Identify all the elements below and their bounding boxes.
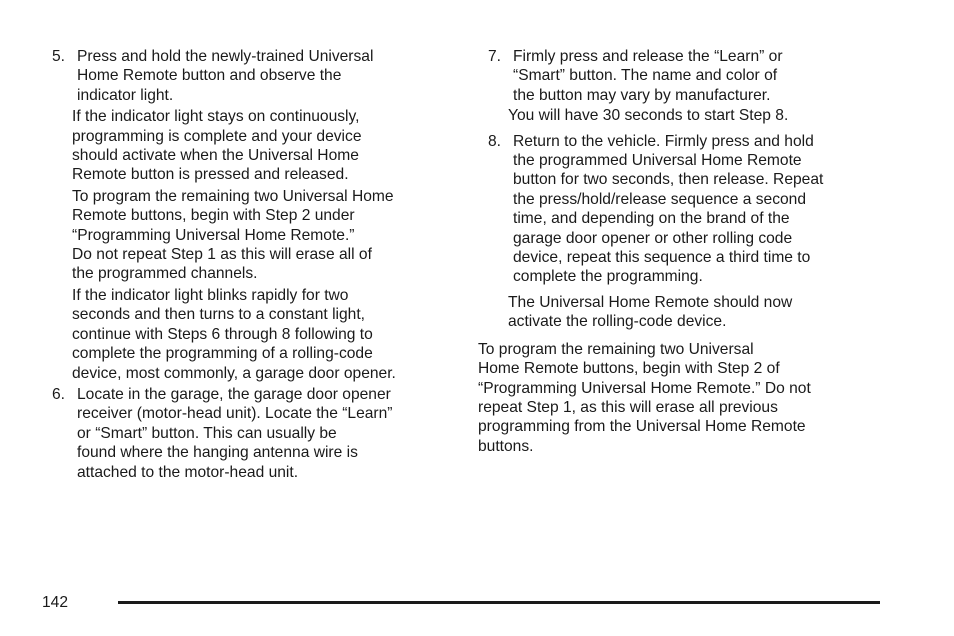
step-text: Locate in the garage, the garage door opener receiver (motor-head unit). Locate the “Learn” or “Smart” button. This can usually be found where the hanging antenna wire is attached to the motor-head unit. [77,385,393,481]
step-text: Return to the vehicle. Firmly press and hold the programmed Universal Home Remote button for two seconds, then release. Repeat the press/hold/release sequence a second time, and depending on the brand of the garage door opener or other rolling code device, repeat this sequence a third time to complete the programming. [513,132,824,286]
right-column [478,47,878,456]
step-text: Press and hold the newly-trained Universal Home Remote button and observe the indicator light. [77,48,374,104]
left-column [52,47,452,482]
step-5 [52,47,452,105]
paragraph-30-seconds: You will have 30 seconds to start Step 8. [508,107,789,125]
paragraph-remote-activate: The Universal Home Remote should now activate the rolling-code device. [508,293,793,331]
page-number: 142 [42,594,69,611]
paragraph-indicator-steady: If the indicator light stays on continuously, programming is complete and your device should activate when the Universal Home Remote button is pressed and released. [72,108,362,184]
paragraph-program-remaining: To program the remaining two Universal Home Remote buttons, begin with Step 2 under “Programming Universal Home Remote.” Do not repeat Step 1 as this will erase all of the programmed channels. [72,187,394,283]
step-number: 6. [52,385,66,403]
step-6 [52,385,452,482]
paragraph-indicator-blinks: If the indicator light blinks rapidly for two seconds and then turns to a constant light, continue with Steps 6 through 8 following to complete the programming of a rolling-code device, most commonly, a garage door opener. [72,286,396,382]
step-number: 5. [52,48,66,65]
step-number: 7. [488,48,502,65]
step-number: 8. [488,132,502,150]
step-7 [478,47,878,105]
paragraph-closing: To program the remaining two Universal Home Remote buttons, begin with Step 2 of “Programming Universal Home Remote.” Do not repeat Step 1, as this will erase all previous programming from the Universal Home Remote buttons. [478,340,811,455]
step-8 [478,132,878,287]
step-text: Firmly press and release the “Learn” or “Smart” button. The name and color of the button may vary by manufacturer. [513,48,783,104]
footer-rule [118,601,880,604]
